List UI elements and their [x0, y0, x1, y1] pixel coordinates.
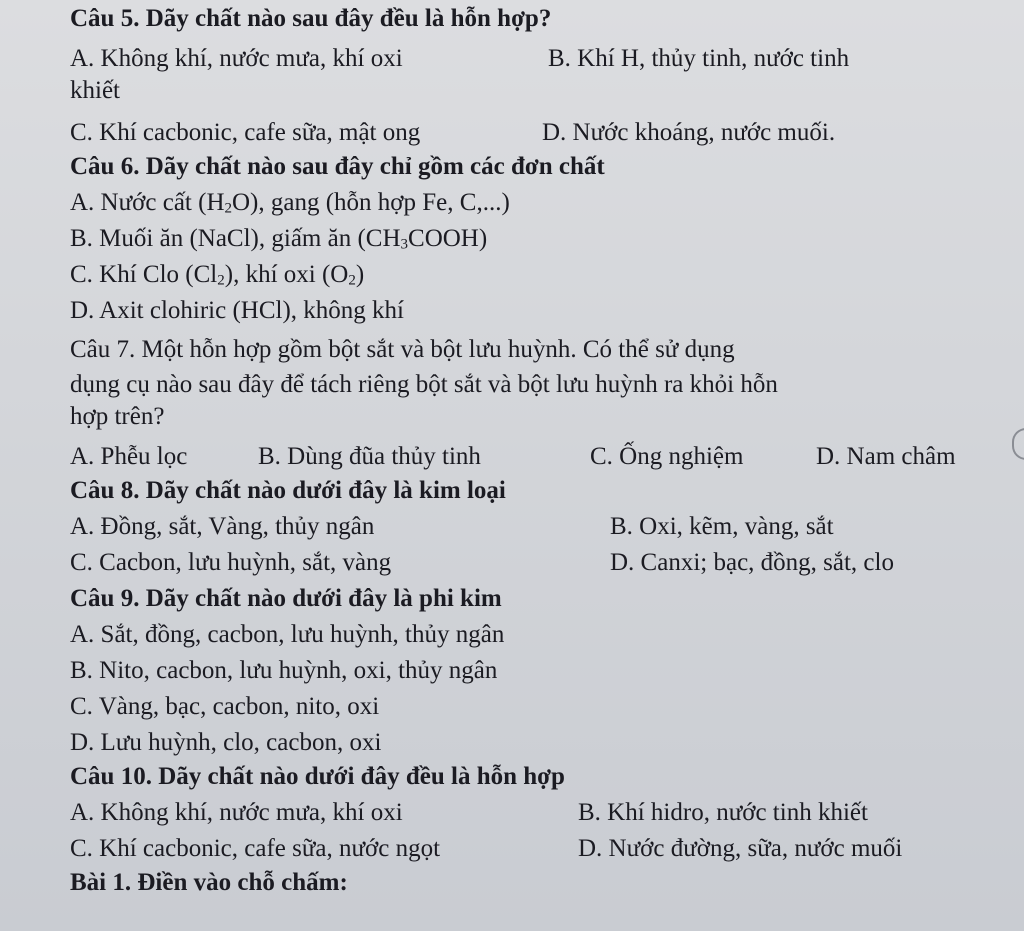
q8-option-c: C. Cacbon, lưu huỳnh, sắt, vàng	[70, 549, 392, 576]
page-edge-bracket	[1012, 428, 1024, 460]
q5-options-row2	[70, 116, 994, 150]
bai1-title: Bài 1. Điền vào chỗ chấm:	[70, 869, 348, 896]
q5-options-row1	[70, 42, 994, 76]
q9-option-d: D. Lưu huỳnh, clo, cacbon, oxi	[70, 729, 382, 756]
q7-question-line1: Câu 7. Một hỗn hợp gồm bột sắt và bột lưu huỳnh. Có thể sử dụng	[70, 336, 735, 363]
q9-option-b: B. Nito, cacbon, lưu huỳnh, oxi, thủy ngân	[70, 657, 498, 684]
q7-option-a: A. Phễu lọc	[70, 443, 188, 470]
q7-options-row	[70, 440, 994, 474]
q8-option-b: B. Oxi, kẽm, vàng, sắt	[610, 513, 834, 540]
q10-option-d: D. Nước đường, sữa, nước muối	[578, 835, 903, 862]
q6-option-c: C. Khí Clo $(Cl_2)$, khí oxi $(O_2)$	[70, 261, 365, 289]
q6-option-a: A. Nước cất $(H_2O)$, gang (hỗn hợp Fe, C,...)	[70, 189, 510, 217]
q8-options-row2	[70, 546, 994, 580]
q8-title: Câu 8. Dãy chất nào dưới đây là kim loại	[70, 477, 506, 504]
q6-option-b: B. Muối ăn (NaCl), giấm ăn $(CH_3COOH)$	[70, 225, 488, 253]
q5-title: Câu 5. Dãy chất nào sau đây đều là hỗn hợp?	[70, 5, 552, 32]
q10-option-b: B. Khí hidro, nước tinh khiết	[578, 799, 868, 826]
q9-option-a: A. Sắt, đồng, cacbon, lưu huỳnh, thủy ngân	[70, 621, 505, 648]
q10-title: Câu 10. Dãy chất nào dưới đây đều là hỗn hợp	[70, 763, 565, 790]
q5-option-c: C. Khí cacbonic, cafe sữa, mật ong	[70, 119, 421, 146]
q5-option-b: B. Khí H, thủy tinh, nước tinh	[548, 45, 850, 72]
q5-option-a: A. Không khí, nước mưa, khí oxi	[70, 45, 403, 72]
q5-option-b-cont: khiết	[70, 77, 120, 104]
q10-options-row2	[70, 832, 994, 866]
q8-option-d: D. Canxi; bạc, đồng, sắt, clo	[610, 549, 894, 576]
q7-question-line3: hợp trên?	[70, 403, 165, 430]
q7-option-b: B. Dùng đũa thủy tinh	[258, 443, 481, 470]
q7-option-d: D. Nam châm	[816, 443, 956, 470]
q8-option-a: A. Đồng, sắt, Vàng, thủy ngân	[70, 513, 375, 540]
q5-option-d: D. Nước khoáng, nước muối.	[542, 119, 836, 146]
q9-title: Câu 9. Dãy chất nào dưới đây là phi kim	[70, 585, 502, 612]
q7-question-line2: dụng cụ nào sau đây để tách riêng bột sắt và bột lưu huỳnh ra khỏi hỗn	[70, 371, 778, 398]
q6-option-d: D. Axit clohiric (HCl), không khí	[70, 297, 404, 324]
q6-title: Câu 6. Dãy chất nào sau đây chỉ gồm các đơn chất	[70, 153, 605, 180]
q8-options-row1	[70, 510, 994, 544]
q7-option-c: C. Ống nghiệm	[590, 443, 744, 470]
q10-option-c: C. Khí cacbonic, cafe sữa, nước ngọt	[70, 835, 441, 862]
q9-option-c: C. Vàng, bạc, cacbon, nito, oxi	[70, 693, 380, 720]
q10-option-a: A. Không khí, nước mưa, khí oxi	[70, 799, 403, 826]
q10-options-row1	[70, 796, 994, 830]
